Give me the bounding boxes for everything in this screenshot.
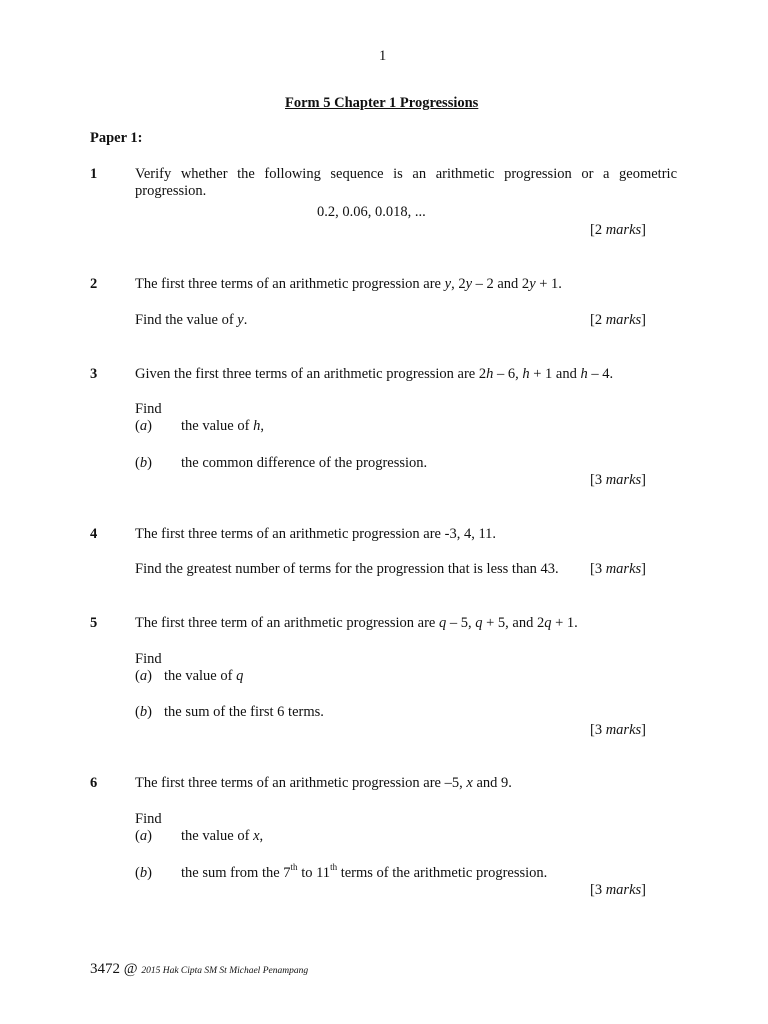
question-text: The first three term of an arithmetic progression are q – 5, q + 5, and 2q + 1. bbox=[135, 615, 578, 631]
marks: [2 marks] bbox=[589, 222, 646, 238]
part-a-label: (a) bbox=[135, 668, 152, 684]
question-number: 2 bbox=[90, 276, 98, 292]
question-text: Verify whether the following sequence is an arithmetic progression or a geometric progression. bbox=[135, 166, 677, 199]
part-b-label: (b) bbox=[135, 704, 152, 720]
find-text: Find the value of y. bbox=[135, 312, 248, 328]
sequence: 0.2, 0.06, 0.018, ... bbox=[317, 204, 426, 220]
question-number: 4 bbox=[90, 526, 98, 542]
question-number: 3 bbox=[90, 366, 98, 382]
question-text: The first three terms of an arithmetic progression are –5, x and 9. bbox=[135, 775, 512, 791]
page-number: 1 bbox=[379, 48, 387, 64]
marks: [3 marks] bbox=[589, 561, 646, 577]
question-number: 6 bbox=[90, 775, 98, 791]
footer bbox=[90, 961, 308, 978]
copyright-text: 2015 Hak Cipta SM St Michael Penampang bbox=[141, 966, 309, 976]
question-text: The first three terms of an arithmetic progression are y, 2y – 2 and 2y + 1. bbox=[135, 276, 562, 292]
marks: [3 marks] bbox=[589, 722, 646, 738]
part-b-text: the sum from the 7th to 11th terms of the arithmetic progression. bbox=[181, 862, 548, 881]
part-b-label: (b) bbox=[135, 455, 152, 471]
question-text: Given the first three terms of an arithmetic progression are 2h – 6, h + 1 and h – 4. bbox=[135, 366, 614, 382]
part-a-label: (a) bbox=[135, 828, 152, 844]
part-a-text: the value of h, bbox=[181, 418, 264, 434]
question-text: The first three terms of an arithmetic progression are -3, 4, 11. bbox=[135, 526, 497, 542]
marks: [3 marks] bbox=[589, 472, 646, 488]
find-label: Find bbox=[135, 651, 162, 667]
page-title: Form 5 Chapter 1 Progressions bbox=[285, 95, 479, 111]
part-a-text: the value of q bbox=[164, 668, 244, 684]
question-number: 1 bbox=[90, 166, 98, 182]
part-b-text: the sum of the first 6 terms. bbox=[164, 704, 324, 720]
find-label: Find bbox=[135, 811, 162, 827]
part-a-text: the value of x, bbox=[181, 828, 264, 844]
find-label: Find bbox=[135, 401, 162, 417]
marks: [2 marks] bbox=[589, 312, 646, 328]
paper-code: 3472 @ bbox=[90, 961, 142, 977]
marks: [3 marks] bbox=[589, 882, 646, 898]
find-text: Find the greatest number of terms for the progression that is less than 43. bbox=[135, 561, 559, 577]
question-number: 5 bbox=[90, 615, 98, 631]
part-a-label: (a) bbox=[135, 418, 152, 434]
paper-heading: Paper 1: bbox=[90, 130, 143, 146]
part-b-text: the common difference of the progression. bbox=[181, 455, 428, 471]
part-b-label: (b) bbox=[135, 865, 152, 881]
